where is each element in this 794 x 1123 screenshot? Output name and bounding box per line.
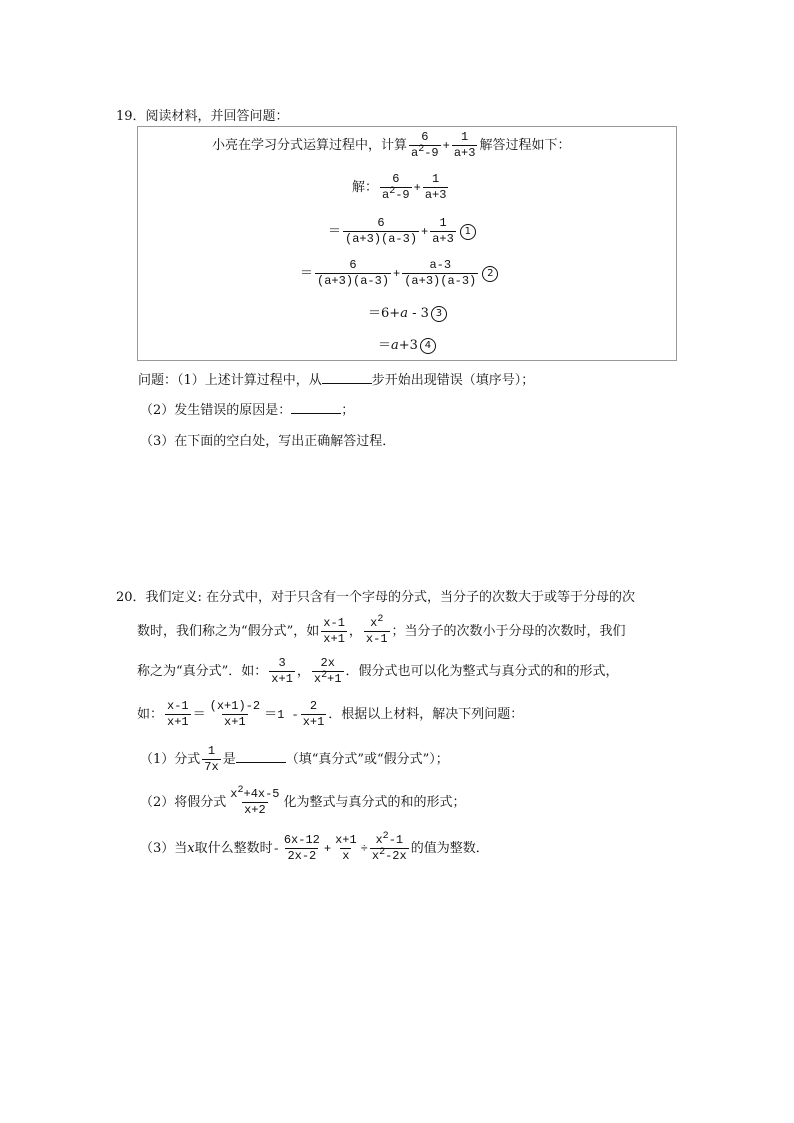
plus-sign: + [323, 842, 332, 856]
denominator: a+3 [432, 232, 454, 246]
q20-text: ；当分子的次数小于分母的次数时，我们 [391, 624, 626, 639]
fraction [315, 258, 391, 289]
q19-intro-line [212, 130, 570, 161]
question-text: 是 [222, 752, 236, 767]
fraction [202, 744, 220, 775]
step3-part: 6+ [381, 306, 401, 321]
denominator: x+1 [224, 715, 246, 729]
exponent: 2 [237, 785, 244, 796]
q19-step4 [378, 334, 436, 354]
q20-text: ．根据以上材料，解决下列问题： [328, 707, 524, 722]
q19-title: 阅读材料，并回答问题： [145, 109, 289, 124]
denominator: a+3 [424, 188, 447, 202]
q20-part3 [140, 833, 489, 864]
denominator: x [342, 849, 350, 863]
exponent: 2 [418, 144, 425, 155]
numerator: 1 [432, 172, 440, 186]
denominator: x-1 [365, 632, 388, 646]
equals-sign: ＝ [328, 224, 342, 239]
denominator: x+1 [167, 715, 189, 729]
fraction [380, 172, 412, 203]
q20-line2 [137, 616, 626, 647]
equals-sign: ＝ [300, 266, 314, 281]
question-text: （2）发生错误的原因是： [140, 403, 292, 418]
exponent: 2 [382, 831, 389, 842]
fraction [165, 699, 191, 730]
denominator [409, 145, 441, 161]
question-text: 的值为整数． [410, 841, 489, 856]
numerator: a-3 [429, 258, 452, 272]
q20-text: ．假分式也可以化为整式与真分式的和的形式， [345, 664, 619, 679]
q19-intro-text-end: 解答过程如下： [479, 138, 571, 153]
fraction [333, 833, 359, 864]
plus-sign: + [413, 181, 421, 195]
exponent: 2 [321, 670, 328, 681]
den-base: x [371, 849, 380, 863]
q20-part2 [140, 787, 466, 818]
q19-question-3 [140, 430, 395, 449]
step-marker-3: 3 [431, 306, 447, 322]
q19-step1 [328, 216, 476, 247]
denominator: (a+3)(a-3) [345, 232, 418, 246]
numerator: (x+1)-2 [209, 699, 261, 713]
plus-sign: + [393, 267, 401, 281]
denominator: 7x [204, 760, 219, 774]
q20-text: 数时，我们称之为“假分式”，如 [137, 624, 320, 639]
q20-text: 我们定义: 在分式中，对于只含有一个字母的分式，当分子的次数大于或等于分母的次 [145, 590, 636, 605]
q20-line1 [116, 586, 635, 605]
equals-sign: ＝ [192, 707, 206, 722]
numerator: 2x [320, 656, 335, 670]
question-text: 步开始出现错误（填序号）； [371, 373, 535, 388]
exponent: 2 [377, 614, 384, 625]
fraction [282, 833, 322, 864]
exponent: 2 [379, 847, 386, 858]
num-base: x [230, 787, 238, 801]
question-text: 取什么整数时 [194, 841, 273, 856]
numerator: x-1 [323, 616, 345, 630]
den-rest: 1 [334, 672, 342, 686]
numerator: 1 [439, 216, 447, 230]
den-rest: -9 [424, 146, 439, 160]
fraction [312, 656, 344, 687]
fraction [452, 130, 478, 161]
fraction [343, 216, 419, 247]
fraction [409, 130, 441, 161]
q20-text: ， [296, 664, 310, 679]
q20-text: 称之为“真分式”．如： [137, 664, 268, 679]
den-rest: -9 [395, 188, 410, 202]
den-base: a [411, 146, 419, 160]
question-text: （1）分式 [140, 752, 201, 767]
denominator [370, 848, 409, 864]
minus-sign: - [272, 842, 280, 856]
den-rest: -2x [385, 849, 407, 863]
denominator: x+1 [271, 672, 293, 686]
question-text: ； [341, 403, 355, 418]
fraction [402, 258, 478, 289]
step4-var: a [391, 338, 399, 353]
numerator [368, 616, 385, 631]
numerator: 6 [392, 172, 400, 186]
question-text: （2）将假分式 [140, 795, 227, 810]
fraction [364, 616, 390, 647]
divide-sign: ÷ [360, 842, 368, 856]
q19-intro-text: 小亮在学习分式运算过程中，计算 [212, 138, 408, 153]
denominator: (a+3)(a-3) [404, 274, 477, 288]
question-text: 化为整式与真分式的和的形式； [283, 795, 466, 810]
num-rest: +4x-5 [243, 787, 280, 801]
solution-label: 解： [352, 180, 379, 195]
exponent: 2 [389, 186, 396, 197]
step4-part: +3 [398, 338, 418, 353]
fraction [228, 787, 281, 818]
step3-part: - 3 [407, 306, 429, 321]
q19-heading [116, 105, 289, 124]
den-base: a [382, 188, 390, 202]
numerator [228, 787, 281, 802]
q20-line3 [137, 656, 619, 687]
q19-question-2 [140, 399, 354, 418]
numerator: 6 [421, 130, 429, 144]
fraction [321, 616, 347, 647]
denominator: a+3 [453, 146, 476, 160]
fraction [430, 216, 456, 247]
denominator: x+1 [323, 632, 345, 646]
numerator: 6 [377, 216, 385, 230]
expression-part: 1 - [277, 708, 299, 722]
plus-sign: + [421, 225, 429, 239]
question-text: （填“真分式”或“假分式”）； [285, 752, 449, 767]
answer-blank[interactable] [236, 749, 286, 763]
variable: x [187, 841, 195, 856]
numerator: 2 [309, 699, 318, 713]
numerator: 3 [278, 656, 286, 670]
answer-blank[interactable] [291, 400, 341, 414]
q19-solution-line [352, 172, 450, 203]
numerator [373, 833, 405, 848]
numerator: 6 [349, 258, 357, 272]
answer-blank[interactable] [322, 370, 372, 384]
den-base: x [313, 672, 322, 686]
q19-question-1 [138, 369, 534, 388]
denominator: 2x-2 [287, 849, 317, 863]
fraction [370, 833, 409, 864]
numerator: 1 [207, 744, 216, 758]
denominator [380, 187, 412, 203]
q19-number: 19． [116, 109, 146, 124]
q20-number: 20． [116, 590, 146, 605]
denominator: x+2 [244, 803, 266, 817]
step-marker-2: 2 [482, 266, 498, 282]
q20-text: 如： [137, 707, 164, 722]
numerator: 6x-12 [283, 833, 320, 847]
equals-sign: ＝ [368, 306, 382, 321]
denominator: (a+3)(a-3) [317, 274, 390, 288]
q20-part1 [140, 744, 449, 775]
question-text: （3）在下面的空白处，写出正确解答过程． [140, 434, 396, 449]
q19-step3 [368, 302, 447, 322]
num-base: x [375, 833, 383, 847]
question-text: 问题：（1）上述计算过程中，从 [138, 373, 322, 388]
step-marker-4: 4 [420, 338, 436, 354]
step-marker-1: 1 [460, 224, 476, 240]
denominator: x+1 [302, 715, 325, 729]
q20-line4 [137, 699, 523, 730]
num-rest: -1 [388, 833, 404, 847]
fraction [208, 699, 262, 730]
plus-sign: + [442, 139, 450, 153]
numerator: x+1 [335, 833, 357, 847]
numerator: x-1 [167, 699, 189, 713]
q20-text: ， [348, 624, 362, 639]
numerator: 1 [461, 130, 469, 144]
step3-var: a [400, 306, 408, 321]
fraction [301, 699, 327, 730]
equals-sign: ＝ [264, 707, 278, 722]
num-base: x [370, 616, 378, 630]
question-text: （3）当 [140, 841, 188, 856]
q19-step2 [300, 258, 498, 289]
fraction [423, 172, 449, 203]
fraction [269, 656, 295, 687]
equals-sign: ＝ [378, 338, 392, 353]
denominator: $x^2+1$ [313, 670, 342, 686]
